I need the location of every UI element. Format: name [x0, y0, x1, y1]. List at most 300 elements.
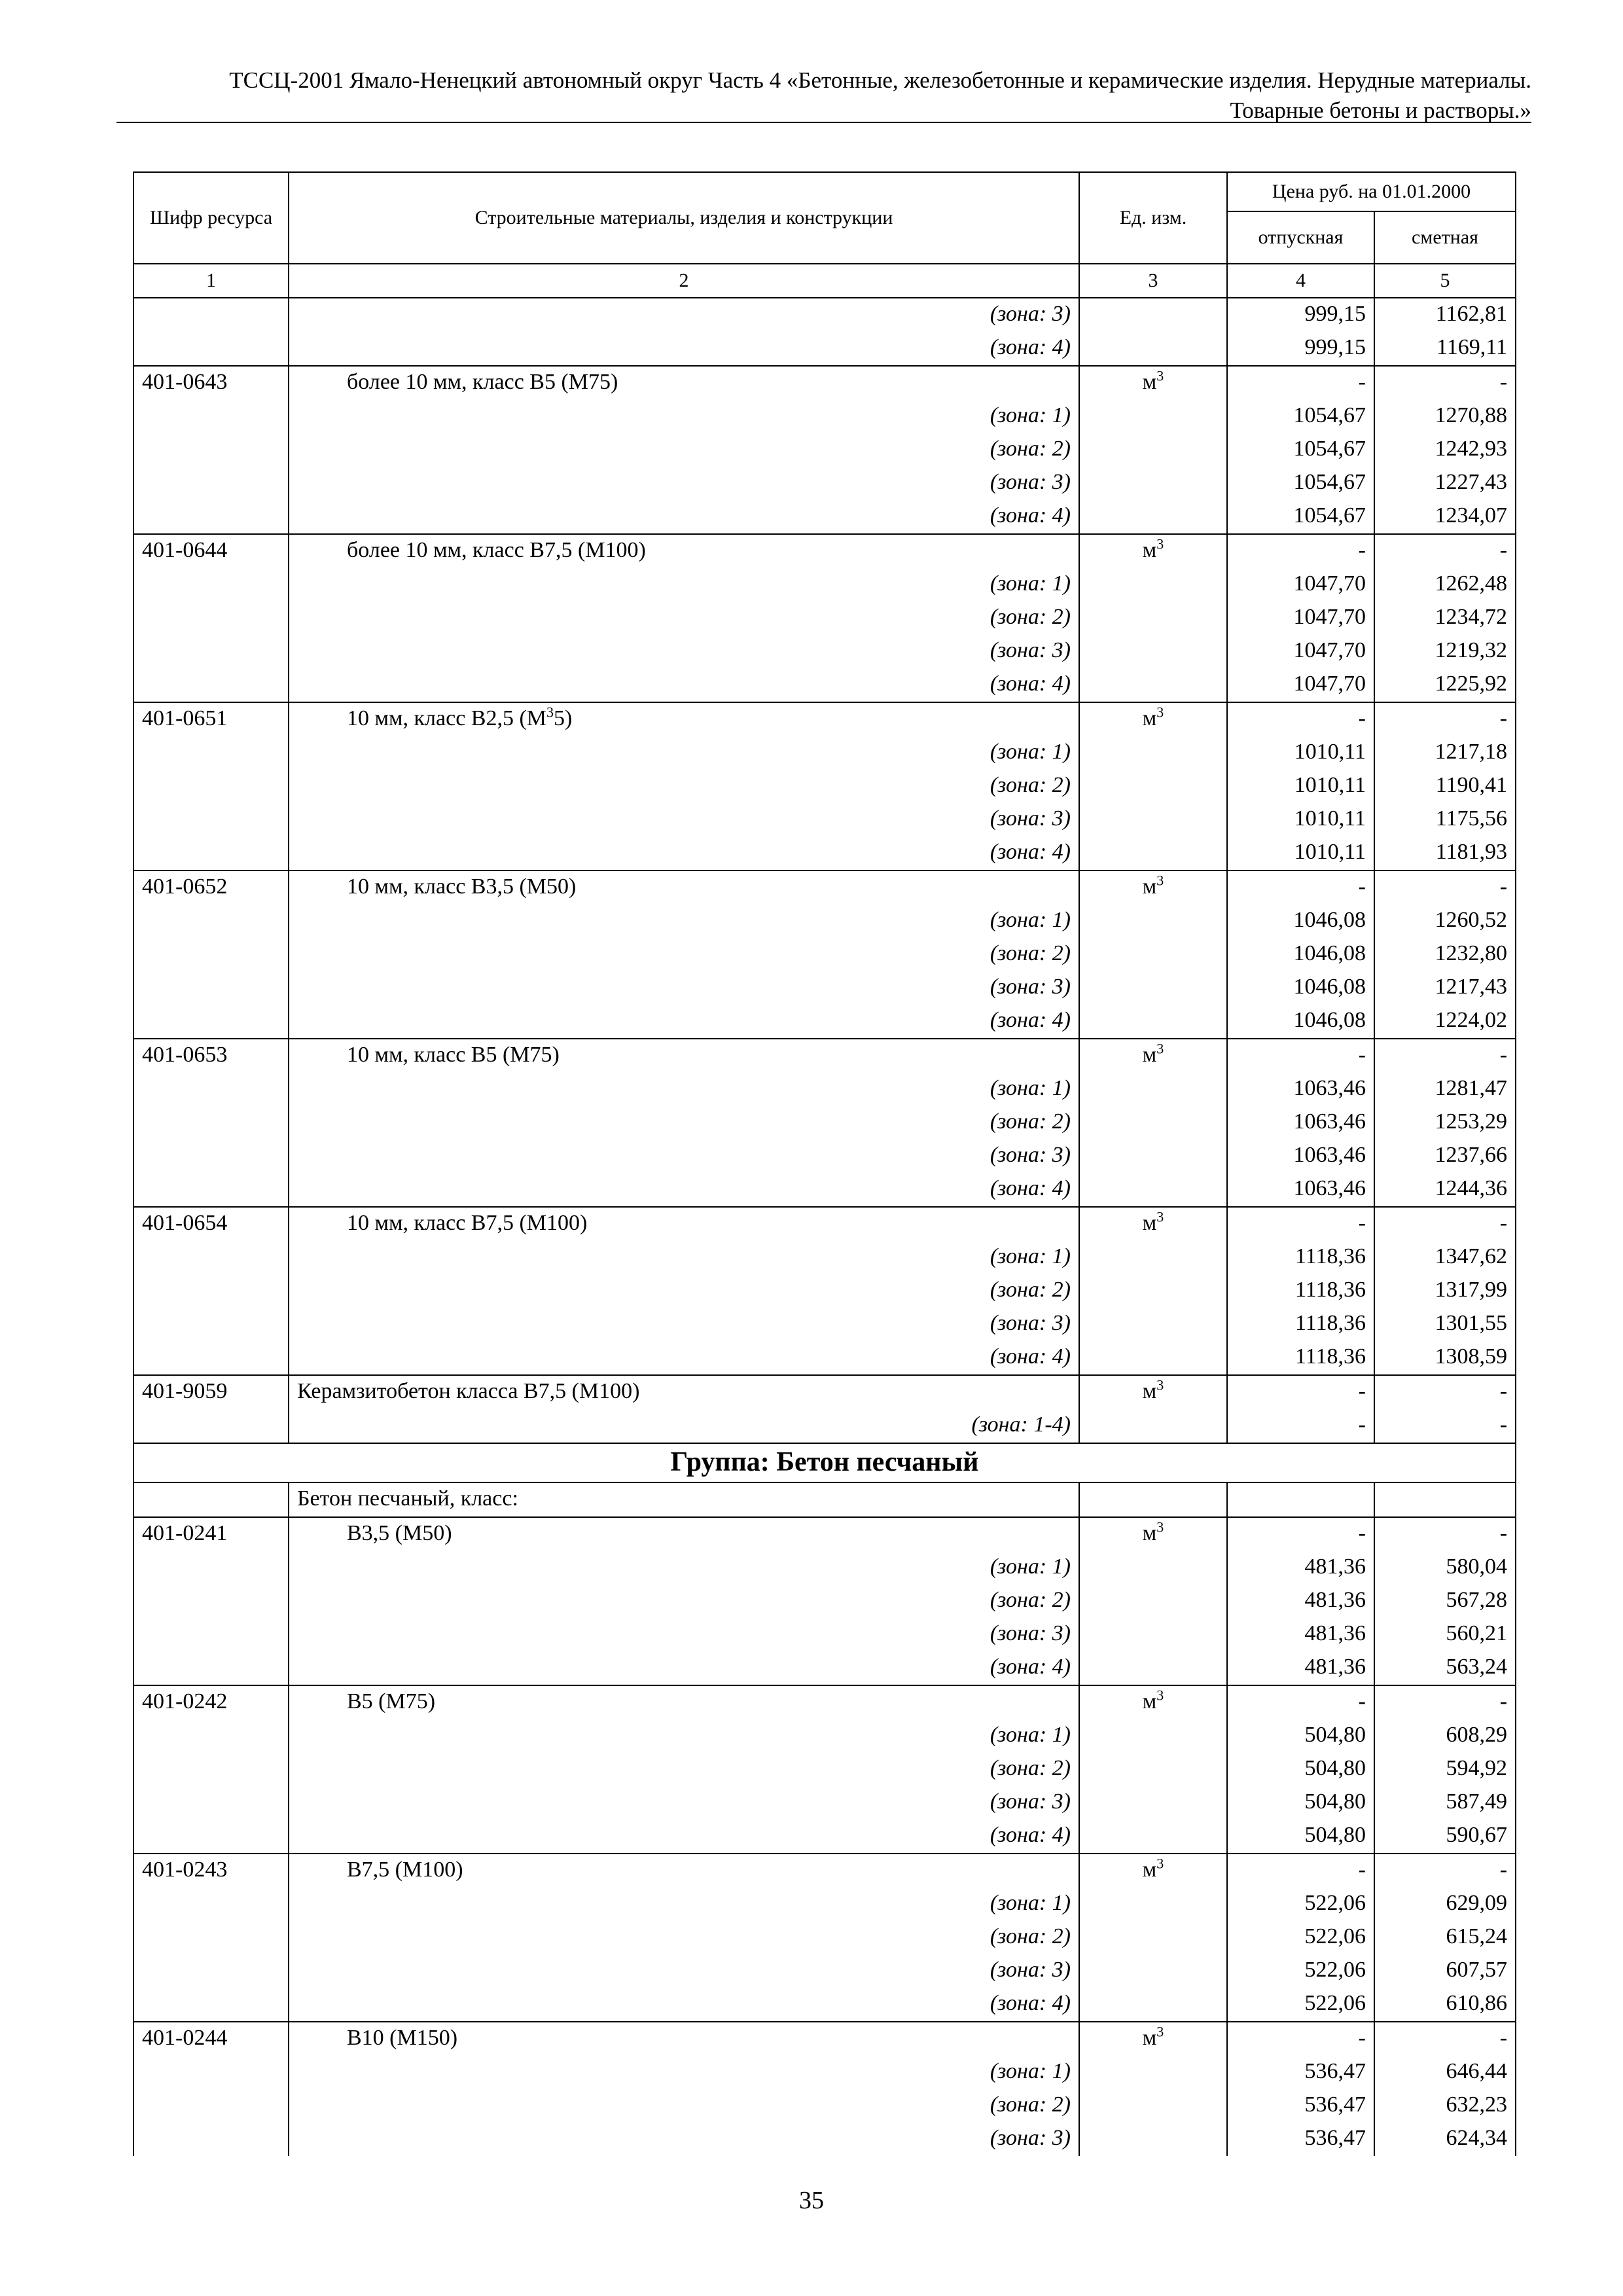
- unit-cell: [1079, 870, 1227, 905]
- zone-row: [134, 500, 1516, 534]
- item-name-text: более 10 мм, класс В5 (М75): [347, 370, 618, 394]
- price-wholesale: 1118,36: [1227, 1308, 1374, 1341]
- cell-code: [134, 1651, 289, 1685]
- unit-text: м: [1142, 1211, 1157, 1235]
- price-estimate: 1260,52: [1374, 905, 1516, 938]
- cell-code: [134, 938, 289, 971]
- price-estimate: 1253,29: [1374, 1106, 1516, 1139]
- cell-code: [134, 1409, 289, 1443]
- zone-label: (зона: 1): [289, 1888, 1079, 1921]
- resource-code: 401-0644: [134, 534, 289, 568]
- col-number: 4: [1227, 264, 1374, 298]
- cell-estimate: [1374, 1482, 1516, 1517]
- price-wholesale: -: [1227, 1375, 1374, 1409]
- cell-code: [134, 1139, 289, 1173]
- price-wholesale: 1010,11: [1227, 836, 1374, 870]
- cell-unit: [1079, 1719, 1227, 1753]
- cell-code: [134, 1308, 289, 1341]
- price-estimate: 632,23: [1374, 2089, 1516, 2123]
- price-estimate: 1237,66: [1374, 1139, 1516, 1173]
- zone-label: (зона: 1): [289, 400, 1079, 433]
- zone-row: [134, 298, 1516, 332]
- zone-label: (зона: 2): [289, 1585, 1079, 1618]
- cell-code: [134, 1482, 289, 1517]
- zone-row: [134, 1409, 1516, 1443]
- cell-unit: [1079, 1954, 1227, 1988]
- zone-row: [134, 433, 1516, 467]
- cell-unit: [1079, 1585, 1227, 1618]
- zone-label: (зона: 1-4): [289, 1409, 1079, 1443]
- zone-row: [134, 1551, 1516, 1585]
- zone-label: (зона: 2): [289, 601, 1079, 635]
- item-name: [289, 2022, 1079, 2056]
- zone-label: (зона: 3): [289, 1308, 1079, 1341]
- unit-text: м: [1142, 1689, 1157, 1713]
- cell-unit: [1079, 668, 1227, 702]
- cell-code: [134, 1073, 289, 1106]
- item-name-text: В7,5 (М100): [347, 1857, 463, 1882]
- price-estimate: -: [1374, 366, 1516, 400]
- table-row: [134, 2022, 1516, 2056]
- zone-row: [134, 1719, 1516, 1753]
- unit-text: м: [1142, 1857, 1157, 1882]
- unit-text: м: [1142, 1379, 1157, 1403]
- col-header-price-group: Цена руб. на 01.01.2000: [1227, 172, 1516, 211]
- zone-row: [134, 568, 1516, 601]
- price-wholesale: 1118,36: [1227, 1274, 1374, 1308]
- cell-unit: [1079, 1988, 1227, 2022]
- price-estimate: 1225,92: [1374, 668, 1516, 702]
- cell-code: [134, 1719, 289, 1753]
- price-estimate: 1242,93: [1374, 433, 1516, 467]
- table-row: [134, 366, 1516, 400]
- cell-unit: [1079, 298, 1227, 332]
- resource-code: 401-0244: [134, 2022, 289, 2056]
- price-estimate: 1347,62: [1374, 1241, 1516, 1274]
- zone-label: (зона: 3): [289, 971, 1079, 1005]
- price-estimate: 1175,56: [1374, 803, 1516, 836]
- zone-label: (зона: 4): [289, 836, 1079, 870]
- cell-unit: [1079, 433, 1227, 467]
- price-estimate: 1162,81: [1374, 298, 1516, 332]
- cell-code: [134, 1173, 289, 1207]
- zone-row: [134, 332, 1516, 366]
- cell-code: [134, 1241, 289, 1274]
- zone-label: (зона: 3): [289, 1786, 1079, 1820]
- item-name: [289, 1685, 1079, 1719]
- price-wholesale: 999,15: [1227, 332, 1374, 366]
- cell-unit: [1079, 1786, 1227, 1820]
- resource-code: 401-0241: [134, 1517, 289, 1551]
- price-estimate: 1234,72: [1374, 601, 1516, 635]
- cell-unit: [1079, 1241, 1227, 1274]
- unit-cell: [1079, 1375, 1227, 1409]
- cell-unit: [1079, 736, 1227, 770]
- price-wholesale: -: [1227, 1854, 1374, 1888]
- price-wholesale: 1063,46: [1227, 1139, 1374, 1173]
- price-wholesale: -: [1227, 702, 1374, 736]
- price-wholesale: 1054,67: [1227, 400, 1374, 433]
- cell-unit: [1079, 1409, 1227, 1443]
- resource-code: 401-0643: [134, 366, 289, 400]
- zone-row: [134, 2056, 1516, 2089]
- resource-code: 401-0243: [134, 1854, 289, 1888]
- price-estimate: 560,21: [1374, 1618, 1516, 1651]
- price-wholesale: 504,80: [1227, 1820, 1374, 1854]
- price-estimate: 607,57: [1374, 1954, 1516, 1988]
- cell-code: [134, 1921, 289, 1954]
- cell-code: [134, 836, 289, 870]
- cell-code: [134, 1274, 289, 1308]
- price-estimate: 646,44: [1374, 2056, 1516, 2089]
- cell-code: [134, 2089, 289, 2123]
- item-name: [289, 534, 1079, 568]
- zone-row: [134, 1073, 1516, 1106]
- price-estimate: -: [1374, 1517, 1516, 1551]
- price-estimate: 1224,02: [1374, 1005, 1516, 1039]
- item-name-sup: 3: [546, 704, 554, 721]
- zone-row: [134, 1954, 1516, 1988]
- cell-unit: [1079, 500, 1227, 534]
- zone-row: [134, 1139, 1516, 1173]
- cell-unit: [1079, 1341, 1227, 1375]
- unit-text: м: [1142, 370, 1157, 394]
- cell-unit: [1079, 1173, 1227, 1207]
- item-name: [289, 870, 1079, 905]
- price-estimate: -: [1374, 870, 1516, 905]
- cell-code: [134, 298, 289, 332]
- zone-row: [134, 770, 1516, 803]
- price-estimate: 1301,55: [1374, 1308, 1516, 1341]
- cell-code: [134, 601, 289, 635]
- price-wholesale: 1047,70: [1227, 601, 1374, 635]
- price-estimate: 624,34: [1374, 2123, 1516, 2156]
- item-name-text: В10 (М150): [347, 2026, 458, 2050]
- cell-unit: [1079, 1139, 1227, 1173]
- price-wholesale: 1118,36: [1227, 1341, 1374, 1375]
- zone-row: [134, 2089, 1516, 2123]
- price-estimate: 1270,88: [1374, 400, 1516, 433]
- cell-unit: [1079, 1073, 1227, 1106]
- price-estimate: 1181,93: [1374, 836, 1516, 870]
- price-estimate: 1317,99: [1374, 1274, 1516, 1308]
- unit-text: м: [1142, 874, 1157, 899]
- col-number: 2: [289, 264, 1079, 298]
- unit-sup: 3: [1156, 367, 1164, 384]
- resource-code: 401-0242: [134, 1685, 289, 1719]
- price-wholesale: 1118,36: [1227, 1241, 1374, 1274]
- cell-code: [134, 1820, 289, 1854]
- price-wholesale: -: [1227, 1409, 1374, 1443]
- price-wholesale: 481,36: [1227, 1551, 1374, 1585]
- price-estimate: 608,29: [1374, 1719, 1516, 1753]
- table-row: [134, 1375, 1516, 1409]
- cell-code: [134, 1888, 289, 1921]
- zone-label: (зона: 3): [289, 467, 1079, 500]
- zone-label: (зона: 4): [289, 1651, 1079, 1685]
- cell-code: [134, 433, 289, 467]
- price-wholesale: 522,06: [1227, 1988, 1374, 2022]
- cell-unit: [1079, 2089, 1227, 2123]
- cell-unit: [1079, 971, 1227, 1005]
- zone-row: [134, 938, 1516, 971]
- unit-text: м: [1142, 2026, 1157, 2050]
- unit-text: м: [1142, 538, 1157, 562]
- price-estimate: -: [1374, 1039, 1516, 1073]
- cell-code: [134, 1988, 289, 2022]
- zone-row: [134, 1241, 1516, 1274]
- unit-sup: 3: [1156, 1208, 1164, 1225]
- unit-cell: [1079, 366, 1227, 400]
- unit-text: м: [1142, 1043, 1157, 1067]
- item-name: [289, 1207, 1079, 1241]
- unit-cell: [1079, 1854, 1227, 1888]
- price-wholesale: 1047,70: [1227, 568, 1374, 601]
- table-row: [134, 870, 1516, 905]
- zone-label: (зона: 2): [289, 938, 1079, 971]
- cell-unit: [1079, 2056, 1227, 2089]
- price-estimate: 1227,43: [1374, 467, 1516, 500]
- zone-label: (зона: 4): [289, 1173, 1079, 1207]
- zone-label: (зона: 2): [289, 770, 1079, 803]
- zone-label: (зона: 3): [289, 1618, 1079, 1651]
- zone-label: (зона: 2): [289, 1753, 1079, 1786]
- group-title: Группа: Бетон песчаный: [134, 1443, 1516, 1482]
- price-estimate: 1281,47: [1374, 1073, 1516, 1106]
- price-wholesale: 522,06: [1227, 1921, 1374, 1954]
- zone-label: (зона: 3): [289, 1954, 1079, 1988]
- cell-unit: [1079, 1618, 1227, 1651]
- subhead-row: [134, 1482, 1516, 1517]
- cell-code: [134, 500, 289, 534]
- unit-cell: [1079, 1207, 1227, 1241]
- price-wholesale: 1047,70: [1227, 668, 1374, 702]
- price-estimate: 1190,41: [1374, 770, 1516, 803]
- item-name: [289, 1517, 1079, 1551]
- cell-unit: [1079, 601, 1227, 635]
- price-wholesale: 504,80: [1227, 1786, 1374, 1820]
- price-wholesale: -: [1227, 366, 1374, 400]
- unit-cell: [1079, 534, 1227, 568]
- cell-code: [134, 770, 289, 803]
- page-header: [116, 65, 1531, 126]
- unit-sup: 3: [1156, 704, 1164, 721]
- item-name: [289, 366, 1079, 400]
- cell-code: [134, 332, 289, 366]
- zone-row: [134, 1753, 1516, 1786]
- cell-unit: [1079, 1005, 1227, 1039]
- zone-row: [134, 2123, 1516, 2156]
- price-estimate: -: [1374, 1409, 1516, 1443]
- price-estimate: 1169,11: [1374, 332, 1516, 366]
- price-estimate: 1232,80: [1374, 938, 1516, 971]
- price-estimate: -: [1374, 1207, 1516, 1241]
- subhead-label: Бетон песчаный, класс:: [289, 1482, 1079, 1517]
- item-name-text: 10 мм, класс В2,5 (М: [347, 706, 547, 730]
- price-estimate: -: [1374, 1854, 1516, 1888]
- price-estimate: 590,67: [1374, 1820, 1516, 1854]
- cell-code: [134, 2123, 289, 2156]
- table-row: [134, 1039, 1516, 1073]
- zone-label: (зона: 2): [289, 1106, 1079, 1139]
- zone-label: (зона: 3): [289, 635, 1079, 668]
- unit-text: м: [1142, 1521, 1157, 1545]
- zone-row: [134, 601, 1516, 635]
- cell-code: [134, 1786, 289, 1820]
- price-wholesale: 481,36: [1227, 1651, 1374, 1685]
- item-name-text: более 10 мм, класс В7,5 (М100): [347, 538, 646, 562]
- item-name: [289, 1039, 1079, 1073]
- cell-code: [134, 568, 289, 601]
- zone-row: [134, 1921, 1516, 1954]
- cell-unit: [1079, 332, 1227, 366]
- item-name-text: 10 мм, класс В3,5 (М50): [347, 874, 577, 899]
- unit-cell: [1079, 2022, 1227, 2056]
- zone-row: [134, 836, 1516, 870]
- table-row: [134, 534, 1516, 568]
- cell-unit: [1079, 1106, 1227, 1139]
- cell-wholesale: [1227, 1482, 1374, 1517]
- item-name-text: В3,5 (М50): [347, 1521, 452, 1545]
- price-wholesale: 1010,11: [1227, 803, 1374, 836]
- cell-unit: [1079, 2123, 1227, 2156]
- zone-label: (зона: 4): [289, 1988, 1079, 2022]
- price-wholesale: 1054,67: [1227, 433, 1374, 467]
- price-estimate: 563,24: [1374, 1651, 1516, 1685]
- cell-unit: [1079, 938, 1227, 971]
- price-wholesale: -: [1227, 1039, 1374, 1073]
- header-line-2: Товарные бетоны и растворы.»: [1230, 98, 1531, 123]
- cell-unit: [1079, 905, 1227, 938]
- cell-unit: [1079, 1274, 1227, 1308]
- price-estimate: 1234,07: [1374, 500, 1516, 534]
- table-row: [134, 1517, 1516, 1551]
- zone-label: (зона: 2): [289, 433, 1079, 467]
- unit-sup: 3: [1156, 535, 1164, 552]
- zone-label: (зона: 3): [289, 803, 1079, 836]
- cell-code: [134, 1618, 289, 1651]
- price-wholesale: 504,80: [1227, 1719, 1374, 1753]
- zone-row: [134, 1341, 1516, 1375]
- group-row: [134, 1443, 1516, 1482]
- cell-code: [134, 1753, 289, 1786]
- price-estimate: 1244,36: [1374, 1173, 1516, 1207]
- unit-cell: [1079, 1517, 1227, 1551]
- cell-code: [134, 971, 289, 1005]
- cell-code: [134, 1341, 289, 1375]
- price-estimate: 1217,43: [1374, 971, 1516, 1005]
- resource-code: 401-0653: [134, 1039, 289, 1073]
- zone-row: [134, 400, 1516, 433]
- zone-label: (зона: 2): [289, 2089, 1079, 2123]
- price-wholesale: 522,06: [1227, 1954, 1374, 1988]
- zone-label: (зона: 3): [289, 2123, 1079, 2156]
- cell-unit: [1079, 836, 1227, 870]
- zone-label: (зона: 1): [289, 905, 1079, 938]
- price-wholesale: 481,36: [1227, 1618, 1374, 1651]
- cell-code: [134, 803, 289, 836]
- zone-row: [134, 635, 1516, 668]
- zone-label: (зона: 4): [289, 1341, 1079, 1375]
- zone-label: (зона: 1): [289, 736, 1079, 770]
- unit-sup: 3: [1156, 1040, 1164, 1057]
- cell-unit: [1079, 1921, 1227, 1954]
- col-header-name: Строительные материалы, изделия и конструкции: [289, 172, 1079, 264]
- table-row: [134, 1854, 1516, 1888]
- cell-code: [134, 668, 289, 702]
- price-wholesale: 1063,46: [1227, 1073, 1374, 1106]
- cell-unit: [1079, 1651, 1227, 1685]
- col-header-wholesale: отпускная: [1227, 211, 1374, 264]
- table-row: [134, 702, 1516, 736]
- zone-row: [134, 1820, 1516, 1854]
- zone-label: (зона: 3): [289, 298, 1079, 332]
- table-header: [134, 172, 1516, 298]
- zone-row: [134, 467, 1516, 500]
- item-name-text: В5 (М75): [347, 1689, 436, 1713]
- price-wholesale: 1054,67: [1227, 500, 1374, 534]
- header-line-1: ТССЦ-2001 Ямало-Ненецкий автономный округ Часть 4 «Бетонные, железобетонные и керамические изделия. Нерудные материалы.: [229, 67, 1531, 93]
- cell-unit: [1079, 1820, 1227, 1854]
- zone-label: (зона: 2): [289, 1921, 1079, 1954]
- zone-label: (зона: 1): [289, 1241, 1079, 1274]
- cell-code: [134, 736, 289, 770]
- price-estimate: -: [1374, 1375, 1516, 1409]
- zone-label: (зона: 3): [289, 1139, 1079, 1173]
- price-wholesale: 1054,67: [1227, 467, 1374, 500]
- col-header-unit: Ед. изм.: [1079, 172, 1227, 264]
- cell-unit: [1079, 467, 1227, 500]
- price-wholesale: -: [1227, 1207, 1374, 1241]
- col-header-code: Шифр ресурса: [134, 172, 289, 264]
- price-estimate: -: [1374, 2022, 1516, 2056]
- zone-row: [134, 1005, 1516, 1039]
- zone-label: (зона: 1): [289, 1719, 1079, 1753]
- price-wholesale: 536,47: [1227, 2123, 1374, 2156]
- price-wholesale: 1046,08: [1227, 905, 1374, 938]
- zone-label: (зона: 1): [289, 2056, 1079, 2089]
- price-estimate: -: [1374, 702, 1516, 736]
- item-name-tail: 5): [554, 706, 573, 730]
- zone-row: [134, 1106, 1516, 1139]
- item-name-text: 10 мм, класс В5 (М75): [347, 1043, 560, 1067]
- unit-cell: [1079, 1039, 1227, 1073]
- cell-code: [134, 1585, 289, 1618]
- item-name-text: 10 мм, класс В7,5 (М100): [347, 1211, 588, 1235]
- cell-unit: [1079, 568, 1227, 601]
- item-name: [289, 702, 1079, 736]
- cell-unit: [1079, 770, 1227, 803]
- zone-label: (зона: 1): [289, 1551, 1079, 1585]
- cell-unit: [1079, 1753, 1227, 1786]
- price-table: [133, 171, 1516, 2156]
- unit-sup: 3: [1156, 1518, 1164, 1535]
- cell-code: [134, 905, 289, 938]
- table-row: [134, 1207, 1516, 1241]
- price-estimate: 594,92: [1374, 1753, 1516, 1786]
- cell-code: [134, 1005, 289, 1039]
- resource-code: 401-0654: [134, 1207, 289, 1241]
- cell-code: [134, 1551, 289, 1585]
- zone-row: [134, 1888, 1516, 1921]
- cell-unit: [1079, 1551, 1227, 1585]
- unit-cell: [1079, 1685, 1227, 1719]
- price-wholesale: 1047,70: [1227, 635, 1374, 668]
- unit-sup: 3: [1156, 2023, 1164, 2040]
- price-wholesale: 522,06: [1227, 1888, 1374, 1921]
- price-wholesale: 1063,46: [1227, 1173, 1374, 1207]
- zone-row: [134, 736, 1516, 770]
